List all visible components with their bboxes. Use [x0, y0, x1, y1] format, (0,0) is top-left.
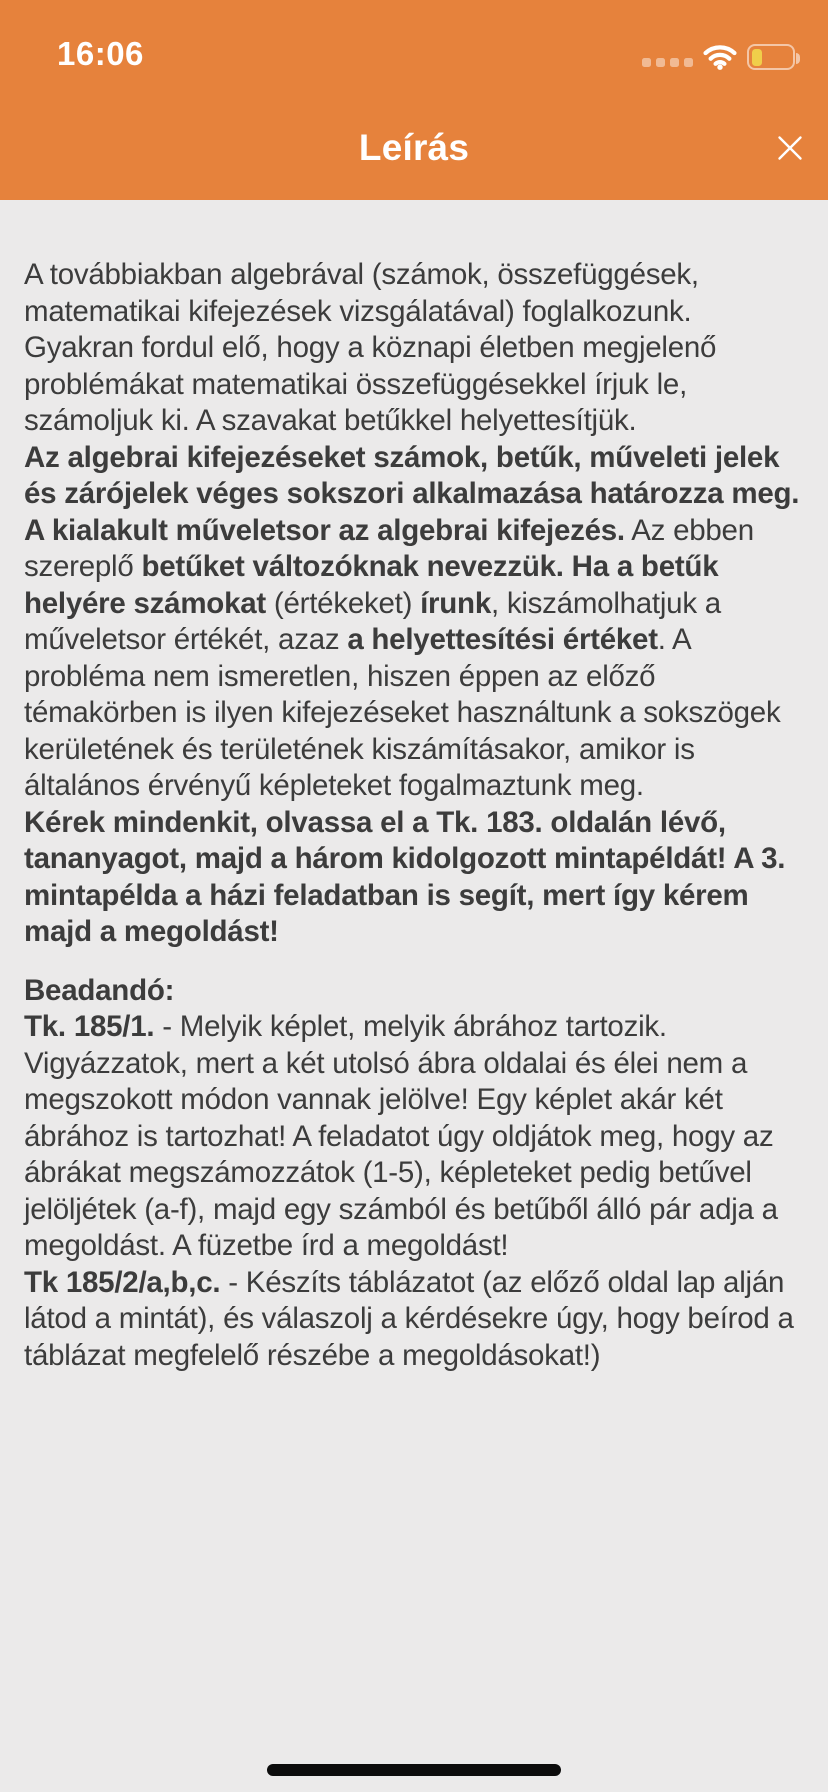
content-scroll[interactable]	[0, 200, 828, 1792]
paragraph: A továbbiakban algebrával (számok, összefüggések, matematikai kifejezések vizsgálatával) foglalkozunk. Gyakran fordul elő, hogy a köznapi életben megjelenő problémákat matematikai összefüggésekkel írjuk le, számoljuk ki. A szavakat betűkkel helyettesítjük.	[24, 258, 717, 437]
battery-icon	[747, 44, 795, 70]
status-time: 16:06	[57, 35, 144, 72]
close-button[interactable]	[760, 118, 820, 178]
page-title: Leírás	[358, 127, 470, 168]
cellular-signal-icon	[642, 58, 693, 67]
status-icons	[642, 44, 795, 70]
battery-cap	[796, 53, 801, 64]
paragraph: Beadandó:	[24, 973, 175, 1007]
app-header	[0, 0, 828, 200]
paragraph: Tk 185/2/a,b,c. - Készíts táblázatot (az előző oldal lap alján látod a mintát), és válaszolj a kérdésekre úgy, hogy beírod a táblázat megfelelő részébe a megoldásokat!)	[24, 1265, 794, 1372]
status-bar	[0, 0, 828, 92]
description-text	[24, 257, 803, 1374]
home-indicator[interactable]	[267, 1764, 561, 1776]
nav-bar	[0, 113, 828, 183]
wifi-icon	[703, 44, 737, 70]
close-icon	[777, 135, 803, 161]
paragraph: Az algebrai kifejezéseket számok, betűk, műveleti jelek és zárójelek véges sokszori alkalmazása határozza meg. A kialakult műveletsor az algebrai kifejezés. Az ebben szereplő betűket változóknak nevezzük. Ha a betűk helyére számokat (értékeket) írunk, kiszámolhatjuk a műveletsor értékét, azaz a helyettesítési értéket. A probléma nem ismeretlen, hiszen éppen az előző témakörben is ilyen kifejezéseket használtunk a sokszögek kerületének és területének kiszámításakor, amikor is általános érvényű képleteket fogalmaztunk meg.	[24, 440, 800, 802]
battery-level-fill	[752, 49, 762, 66]
paragraph: Tk. 185/1. - Melyik képlet, melyik ábrához tartozik. Vigyázzatok, mert a két utolsó ábra oldalai és élei nem a megszokott módon vannak jelölve! Egy képlet akár két ábrához is tartozhat! A feladatot úgy oldjátok meg, hogy az ábrákat megszámozzátok (1-5), képleteket pedig betűvel jelöljétek (a-f), majd egy számból és betűből álló pár adja a megoldást. A füzetbe írd a megoldást!	[24, 1010, 778, 1262]
paragraph-spacer	[24, 951, 803, 973]
paragraph: Kérek mindenkit, olvassa el a Tk. 183. oldalán lévő, tananyagot, majd a három kidolgozott mintapéldát! A 3. mintapélda a házi feladatban is segít, mert így kérem majd a megoldást!	[24, 805, 786, 948]
